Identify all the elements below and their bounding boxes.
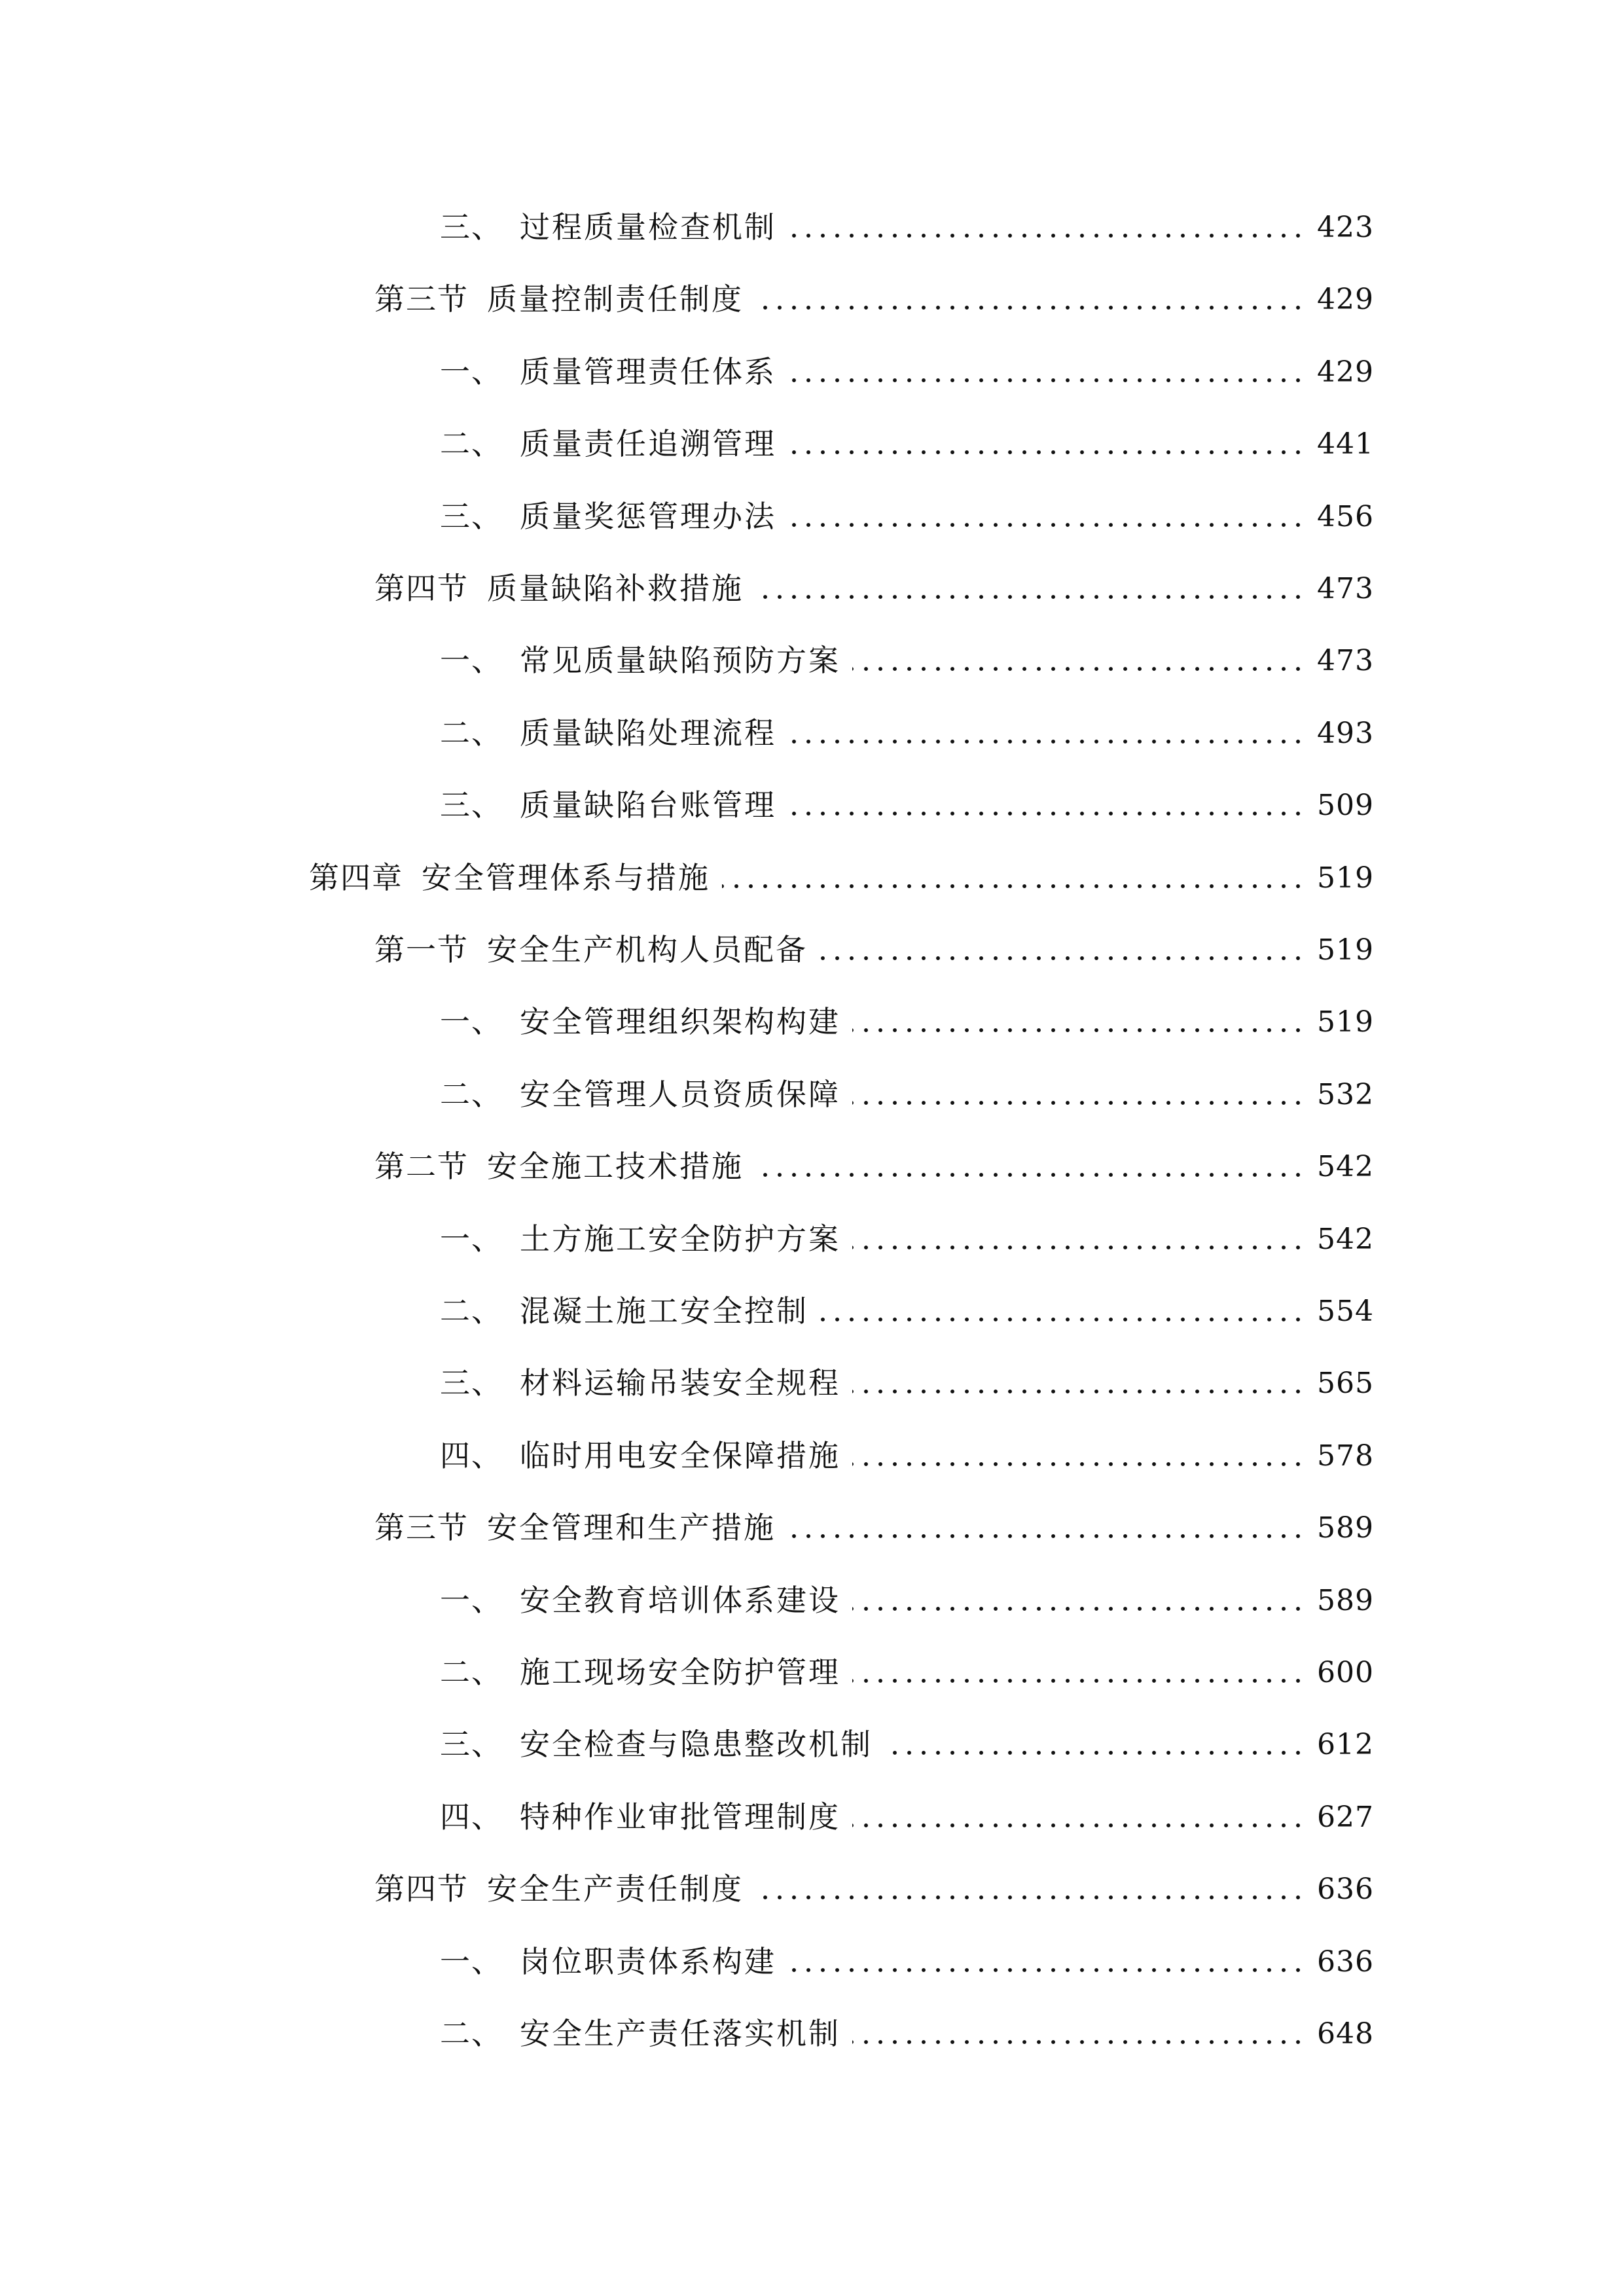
- toc-entry[interactable]: [440, 1560, 1374, 1618]
- toc-dot-leader: [852, 1245, 1305, 1250]
- toc-entry-page-number: 519: [1317, 1005, 1374, 1039]
- toc-entry-title: 安全教育培训体系建设: [520, 1583, 840, 1618]
- toc-entry-number: 一、: [440, 1221, 503, 1257]
- toc-entry-page-number: 542: [1317, 1150, 1374, 1183]
- toc-dot-leader: [820, 1317, 1305, 1322]
- toc-entry[interactable]: [440, 1343, 1374, 1401]
- toc-entry-title: 施工现场安全防护管理: [520, 1655, 840, 1690]
- toc-entry-page-number: 456: [1317, 500, 1374, 533]
- toc-entry-number: 三、: [440, 499, 503, 534]
- toc-entry-number: 第一节: [374, 932, 469, 967]
- toc-entry-title: 质量奖惩管理办法: [520, 499, 776, 534]
- toc-entry-number: 三、: [440, 787, 503, 823]
- toc-entry-number: 一、: [440, 1944, 503, 1979]
- toc-entry-title: 土方施工安全防护方案: [520, 1221, 840, 1257]
- toc-entry[interactable]: [440, 1271, 1374, 1329]
- toc-dot-leader: [788, 811, 1305, 816]
- toc-dot-leader: [755, 1172, 1305, 1177]
- toc-entry-number: 第二节: [374, 1149, 469, 1184]
- toc-entry-title: 特种作业审批管理制度: [520, 1799, 840, 1835]
- toc-entry-title: 岗位职责体系构建: [520, 1944, 776, 1979]
- toc-dot-leader: [852, 1100, 1305, 1105]
- toc-entry-number: 一、: [440, 1004, 503, 1039]
- toc-dot-leader: [788, 1967, 1305, 1973]
- toc-entry-number: 第四章: [309, 860, 403, 895]
- toc-entry[interactable]: [440, 1054, 1374, 1112]
- toc-entry-title: 常见质量缺陷预防方案: [520, 643, 840, 678]
- toc-entry-title: 质量缺陷处理流程: [520, 715, 776, 751]
- toc-entry-title: 材料运输吊装安全规程: [520, 1365, 840, 1401]
- toc-entry-number: 三、: [440, 1365, 503, 1401]
- toc-entry-number: 四、: [440, 1438, 503, 1473]
- toc-entry-page-number: 509: [1317, 789, 1374, 822]
- toc-entry[interactable]: [374, 548, 1374, 606]
- toc-dot-leader: [852, 1823, 1305, 1828]
- toc-entry-page-number: 554: [1317, 1295, 1374, 1328]
- toc-entry[interactable]: [309, 838, 1374, 893]
- toc-entry-number: 一、: [440, 354, 503, 389]
- toc-entry-page-number: 589: [1317, 1584, 1374, 1617]
- toc-entry-page-number: 473: [1317, 644, 1374, 677]
- toc-entry-page-number: 429: [1317, 355, 1374, 389]
- toc-entry-number: 第四节: [374, 571, 469, 606]
- toc-entry-number: 二、: [440, 1293, 503, 1329]
- toc-dot-leader: [788, 739, 1305, 744]
- toc-dot-leader: [852, 1028, 1305, 1033]
- toc-dot-leader: [755, 305, 1305, 310]
- toc-entry-number: 第三节: [374, 281, 469, 317]
- toc-entry-title: 安全生产责任制度: [487, 1871, 744, 1907]
- toc-entry[interactable]: [440, 1704, 1374, 1762]
- toc-dot-leader: [884, 1750, 1305, 1755]
- toc-dot-leader: [852, 1606, 1305, 1611]
- toc-entry-page-number: 636: [1317, 1873, 1374, 1906]
- toc-entry[interactable]: [440, 765, 1374, 823]
- toc-entry-title: 安全施工技术措施: [487, 1149, 744, 1184]
- toc-dot-leader: [788, 522, 1305, 528]
- toc-entry[interactable]: [440, 332, 1374, 387]
- toc-entry-page-number: 627: [1317, 1801, 1374, 1834]
- toc-entry-number: 一、: [440, 643, 503, 678]
- toc-entry-number: 二、: [440, 2016, 503, 2051]
- toc-entry[interactable]: [440, 1994, 1374, 2049]
- toc-entry[interactable]: [440, 982, 1374, 1037]
- toc-entry[interactable]: [440, 187, 1374, 245]
- toc-entry-page-number: 441: [1317, 427, 1374, 461]
- toc-entry[interactable]: [374, 1849, 1374, 1907]
- toc-entry-page-number: 519: [1317, 861, 1374, 895]
- toc-entry[interactable]: [440, 1199, 1374, 1257]
- toc-dot-leader: [787, 1534, 1305, 1539]
- toc-dot-leader: [788, 378, 1305, 383]
- toc-entry[interactable]: [440, 1777, 1374, 1835]
- toc-entry-page-number: 532: [1317, 1078, 1374, 1111]
- toc-entry-page-number: 565: [1317, 1367, 1374, 1400]
- toc-entry-title: 质量责任追溯管理: [520, 426, 776, 461]
- toc-entry[interactable]: [440, 1416, 1374, 1471]
- toc-dot-leader: [755, 594, 1305, 600]
- toc-entry-number: 二、: [440, 1655, 503, 1690]
- toc-entry-title: 临时用电安全保障措施: [520, 1438, 840, 1473]
- toc-entry-number: 四、: [440, 1799, 503, 1835]
- toc-entry[interactable]: [374, 259, 1374, 317]
- toc-entry-title: 安全管理人员资质保障: [520, 1077, 840, 1112]
- toc-entry-number: 二、: [440, 1077, 503, 1112]
- toc-entry-page-number: 589: [1317, 1511, 1374, 1545]
- toc-entry[interactable]: [374, 1488, 1374, 1543]
- toc-entry-title: 安全生产责任落实机制: [520, 2016, 840, 2051]
- toc-entry[interactable]: [440, 404, 1374, 459]
- toc-entry-page-number: 542: [1317, 1223, 1374, 1256]
- toc-entry-page-number: 473: [1317, 572, 1374, 605]
- toc-dot-leader: [722, 884, 1305, 889]
- toc-dot-leader: [852, 666, 1305, 672]
- toc-entry-title: 混凝土施工安全控制: [520, 1293, 808, 1329]
- toc-entry-title: 质量控制责任制度: [487, 281, 744, 317]
- toc-entry-title: 过程质量检查机制: [520, 209, 776, 245]
- toc-dot-leader: [852, 1462, 1305, 1467]
- toc-entry-page-number: 612: [1317, 1728, 1374, 1761]
- toc-entry-number: 第四节: [374, 1871, 469, 1907]
- toc-entry[interactable]: [440, 620, 1374, 678]
- toc-dot-leader: [788, 233, 1305, 238]
- toc-dot-leader: [852, 1389, 1305, 1394]
- toc-entry-page-number: 423: [1317, 211, 1374, 244]
- toc-dot-leader: [852, 2039, 1305, 2045]
- toc-entry-page-number: 429: [1317, 283, 1374, 316]
- toc-entry-number: 二、: [440, 426, 503, 461]
- toc-entry-title: 质量管理责任体系: [520, 354, 776, 389]
- toc-entry[interactable]: [440, 693, 1374, 751]
- toc-entry-number: 三、: [440, 209, 503, 245]
- toc-entry-page-number: 519: [1317, 933, 1374, 967]
- toc-entry-title: 安全管理体系与措施: [422, 860, 710, 895]
- toc-entry-number: 三、: [440, 1727, 503, 1762]
- toc-dot-leader: [852, 1678, 1305, 1683]
- toc-entry-title: 安全管理组织架构构建: [520, 1004, 840, 1039]
- toc-dot-leader: [755, 1895, 1305, 1900]
- toc-entry-page-number: 636: [1317, 1945, 1374, 1979]
- toc-entry-page-number: 578: [1317, 1439, 1374, 1473]
- toc-entry-number: 一、: [440, 1583, 503, 1618]
- toc-dot-leader: [788, 450, 1305, 455]
- toc-dot-leader: [820, 956, 1305, 961]
- toc-entry-page-number: 600: [1317, 1656, 1374, 1689]
- toc-entry-title: 安全生产机构人员配备: [487, 932, 808, 967]
- toc-entry[interactable]: [374, 910, 1374, 965]
- toc-entry[interactable]: [440, 1922, 1374, 1977]
- toc-entry-page-number: 648: [1317, 2017, 1374, 2051]
- toc-entry-number: 第三节: [374, 1510, 469, 1545]
- toc-entry-number: 二、: [440, 715, 503, 751]
- toc-entry-title: 质量缺陷补救措施: [487, 571, 744, 606]
- toc-entry-page-number: 493: [1317, 717, 1374, 750]
- toc-entry[interactable]: [440, 1632, 1374, 1690]
- toc-entry-title: 安全检查与隐患整改机制: [520, 1727, 873, 1762]
- toc-entry[interactable]: [440, 476, 1374, 534]
- toc-entry-title: 质量缺陷台账管理: [520, 787, 776, 823]
- toc-entry-title: 安全管理和生产措施: [487, 1510, 776, 1545]
- toc-entry[interactable]: [374, 1126, 1374, 1184]
